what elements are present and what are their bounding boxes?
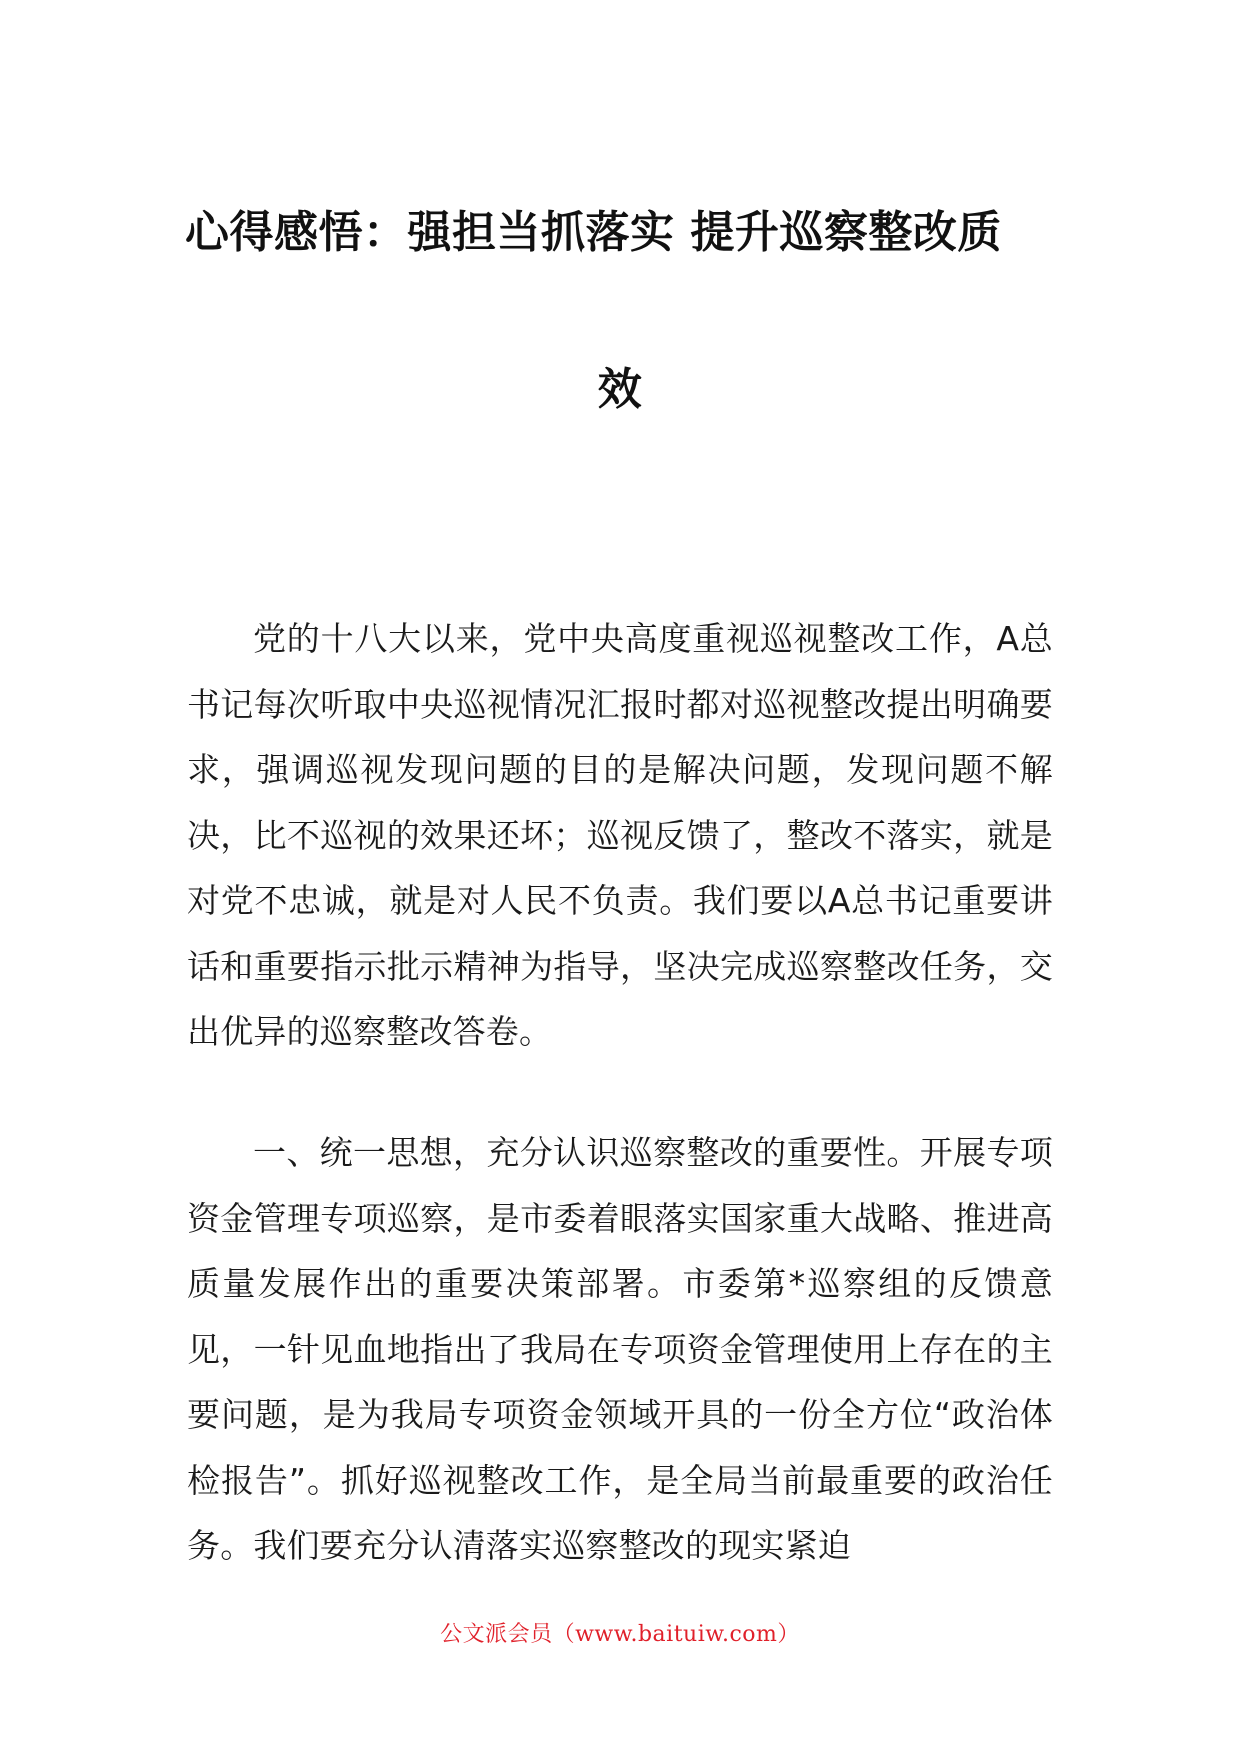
body-paragraph: 党的十八大以来，党中央高度重视巡视整改工作，A总书记每次听取中央巡视情况汇报时都对巡视整改提出明确要求，强调巡视发现问题的目的是解决问题，发现问题不解决，比不巡视的效果还坏；巡视反馈了，整改不落实，就是对党不忠诚，就是对人民不负责。我们要以A总书记重要讲话和重要指示批示精神为指导，坚决完成巡察整改任务，交出优异的巡察整改答卷。 bbox=[187, 619, 1053, 1051]
body-paragraph: 一、统一思想，充分认识巡察整改的重要性。开展专项资金管理专项巡察，是市委着眼落实国家重大战略、推进高质量发展作出的重要决策部署。市委第*巡察组的反馈意见，一针见血地指出了我局在专项资金管理使用上存在的主要问题，是为我局专项资金领域开具的一份全方位“政治体检报告”。抓好巡视整改工作，是全局当前最重要的政治任务。我们要充分认清落实巡察整改的现实紧迫 bbox=[187, 1133, 1053, 1565]
document-title-line-1: 心得感悟：强担当抓落实 提升巡察整改质 bbox=[185, 207, 1002, 258]
footer-watermark: 公文派会员（www.baituiw.com） bbox=[440, 1622, 800, 1647]
document-title-line-2: 效 bbox=[597, 364, 643, 415]
